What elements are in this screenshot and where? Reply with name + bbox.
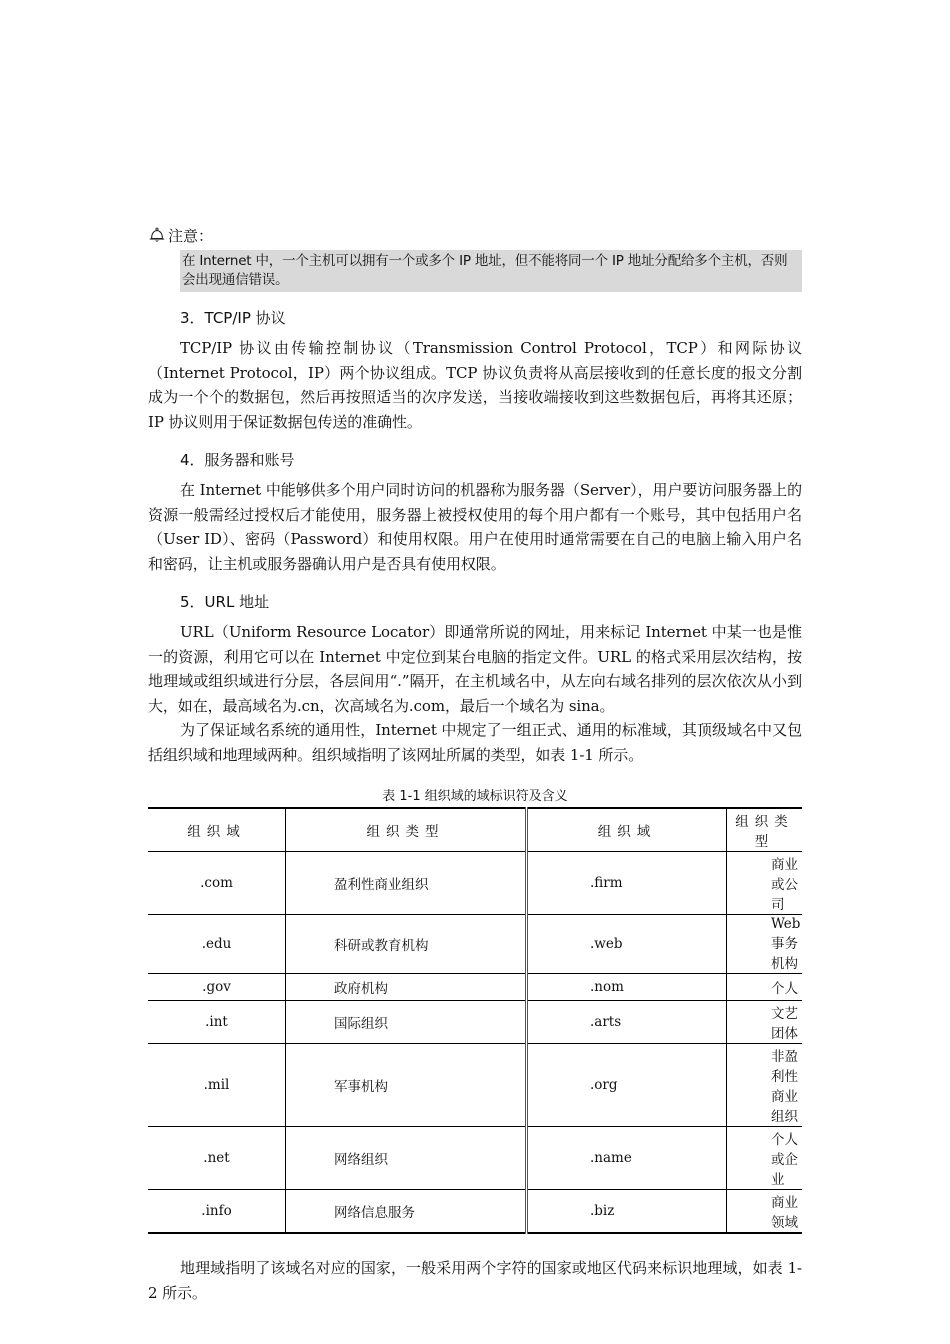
table-row — [148, 1044, 802, 1127]
column-header: 组织域 — [148, 808, 286, 852]
table-cell: 商业领域 — [727, 1190, 803, 1234]
table-cell: 政府机构 — [286, 974, 527, 1001]
paragraph: 在 Internet 中能够供多个用户同时访问的机器称为服务器（Server），用户要访问服务器上的资源一般需经过授权后才能使用，服务器上被授权使用的每个用户都有一个账号，其中包括用户名（User ID）、密码（Password）和使用权限。用户在使用时通常需要在自己的电脑上输入用户名和密码，让主机或服务器确认用户是否具有使用权限。 — [148, 481, 802, 573]
table-cell: 个人或企业 — [727, 1127, 803, 1190]
table-row — [148, 852, 802, 915]
table-row — [148, 1127, 802, 1190]
table-cell: .gov — [148, 974, 286, 1001]
table-cell: 网络组织 — [286, 1127, 527, 1190]
table-cell: 国际组织 — [286, 1001, 527, 1044]
table-row — [148, 1001, 802, 1044]
note-text: 在 Internet 中，一个主机可以拥有一个或多个 IP 地址，但不能将同一个 IP 地址分配给多个主机，否则会出现通信错误。 — [180, 250, 802, 292]
column-header: 组织域 — [527, 808, 727, 852]
table-cell: .org — [527, 1044, 727, 1127]
table-cell: .mil — [148, 1044, 286, 1127]
paragraph: TCP/IP 协议由传输控制协议（Transmission Control Protocol，TCP）和网际协议（Internet Protocol，IP）两个协议组成。TCP 协议负责将从高层接收到的任意长度的报文分割成为一个个的数据包，然后再按照适当的次序发送，当接收端接收到这些数据包后，再将其还原；IP 协议则用于保证数据包传送的准确性。 — [148, 339, 802, 431]
domain-table — [148, 807, 802, 1234]
section-title: 4．服务器和账号 — [180, 451, 295, 469]
table-cell: 科研或教育机构 — [286, 915, 527, 974]
section-title: 5．URL 地址 — [180, 593, 270, 611]
table-cell: Web 事务机构 — [727, 915, 803, 974]
table-header-row — [148, 808, 802, 852]
paragraph: 地理域指明了该域名对应的国家，一般采用两个字符的国家或地区代码来标识地理域，如表 1-2 所示。 — [148, 1259, 802, 1302]
table-row — [148, 915, 802, 974]
table-cell: .name — [527, 1127, 727, 1190]
note-label: 注意： — [168, 226, 214, 245]
section-server-account — [148, 448, 802, 576]
table-cell: 网络信息服务 — [286, 1190, 527, 1234]
table-cell: 个人 — [727, 974, 803, 1001]
column-header: 组织类型 — [286, 808, 527, 852]
table-row — [148, 1190, 802, 1234]
table-cell: .net — [148, 1127, 286, 1190]
section-url — [148, 590, 802, 767]
paragraph: URL（Uniform Resource Locator）即通常所说的网址，用来标记 Internet 中某一也是惟一的资源，利用它可以在 Internet 中定位到某台电脑的指定文件。URL 的格式采用层次结构，按地理域或组织域进行分层，各层间用“.”隔开，在主机域名中，从左向右域名排列的层次依次从小到大，如在，最高域名为.cn，次高域名为.com，最后一个域名为 sina。 — [148, 623, 802, 715]
table-cell: 盈利性商业组织 — [286, 852, 527, 915]
section-tcp-ip — [148, 306, 802, 434]
table-cell: 商业或公司 — [727, 852, 803, 915]
table-cell: 非盈利性商业组织 — [727, 1044, 803, 1127]
table-cell: .biz — [527, 1190, 727, 1234]
note-heading — [148, 224, 802, 246]
table-cell: .com — [148, 852, 286, 915]
table-cell: .nom — [527, 974, 727, 1001]
table-cell: .firm — [527, 852, 727, 915]
table-cell: 文艺团体 — [727, 1001, 803, 1044]
paragraph: 为了保证域名系统的通用性，Internet 中规定了一组正式、通用的标准域，其顶级域名中又包括组织域和地理域两种。组织域指明了该网址所属的类型，如表 1-1 所示。 — [148, 721, 802, 764]
table-cell: .int — [148, 1001, 286, 1044]
document-page — [148, 224, 802, 1305]
bell-icon — [148, 226, 166, 244]
table-row — [148, 974, 802, 1001]
table-cell: .web — [527, 915, 727, 974]
table-cell: .arts — [527, 1001, 727, 1044]
table-cell: .edu — [148, 915, 286, 974]
table-cell: .info — [148, 1190, 286, 1234]
section-title: 3．TCP/IP 协议 — [180, 309, 286, 327]
table-caption: 表 1-1 组织域的域标识符及含义 — [382, 789, 568, 804]
table-cell: 军事机构 — [286, 1044, 527, 1127]
column-header: 组织类型 — [727, 808, 803, 852]
